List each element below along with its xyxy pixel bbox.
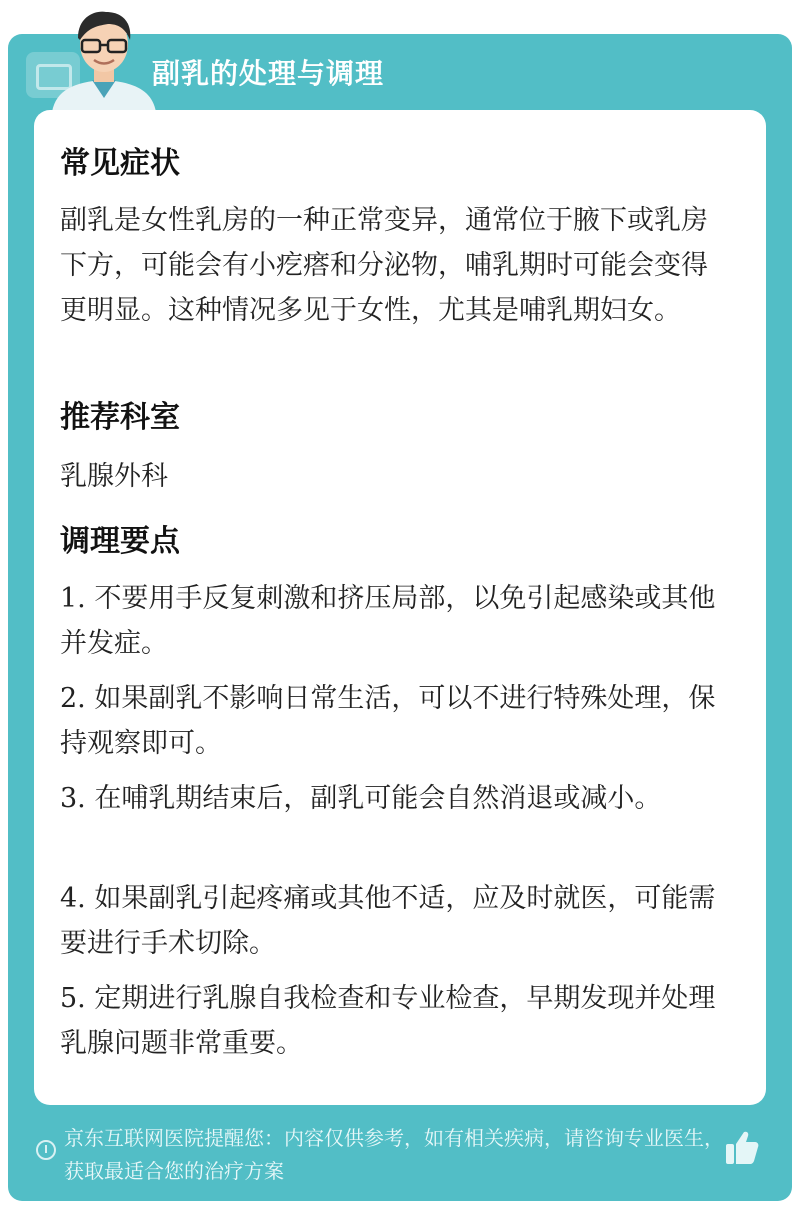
list-item-number: 3. [60,783,86,814]
list-item [60,576,730,666]
thumbs-up-icon[interactable] [722,1128,762,1168]
list-item-text: 不要用手反复刺激和挤压局部，以免引起感染或其他并发症。 [60,583,716,659]
list-item [60,776,730,821]
info-circle-icon [36,1140,56,1160]
content-card [34,110,766,1105]
page-title: 副乳的处理与调理 [152,57,385,90]
list-item-number: 4. [60,883,86,914]
section-body-department: 乳腺外科 [60,461,168,492]
list-item [60,876,730,966]
list-item [60,976,730,1066]
section-body-symptoms: 副乳是女性乳房的一种正常变异，通常位于腋下或乳房下方，可能会有小疙瘩和分泌物，哺乳期时可能会变得更明显。这种情况多见于女性，尤其是哺乳期妇女。 [60,205,708,326]
section-heading-department: 推荐科室 [60,400,180,435]
list-item-text: 如果副乳引起疼痛或其他不适，应及时就医，可能需要进行手术切除。 [60,883,716,959]
list-item-text: 在哺乳期结束后，副乳可能会自然消退或减小。 [94,783,662,814]
section-heading-care: 调理要点 [60,524,180,559]
panel-header [0,0,800,112]
list-item-number: 1. [60,583,86,614]
disclaimer-text: 京东互联网医院提醒您：内容仅供参考，如有相关疾病，请咨询专业医生，获取最适合您的治疗方案 [64,1126,724,1183]
list-item-text: 定期进行乳腺自我检查和专业检查，早期发现并处理乳腺问题非常重要。 [60,983,716,1059]
list-item-number: 2. [60,683,86,714]
list-item-number: 5. [60,983,86,1014]
list-item [60,676,730,766]
doctor-avatar-icon [44,4,164,112]
list-item-text: 如果副乳不影响日常生活，可以不进行特殊处理，保持观察即可。 [60,683,716,759]
section-heading-symptoms: 常见症状 [60,146,180,181]
